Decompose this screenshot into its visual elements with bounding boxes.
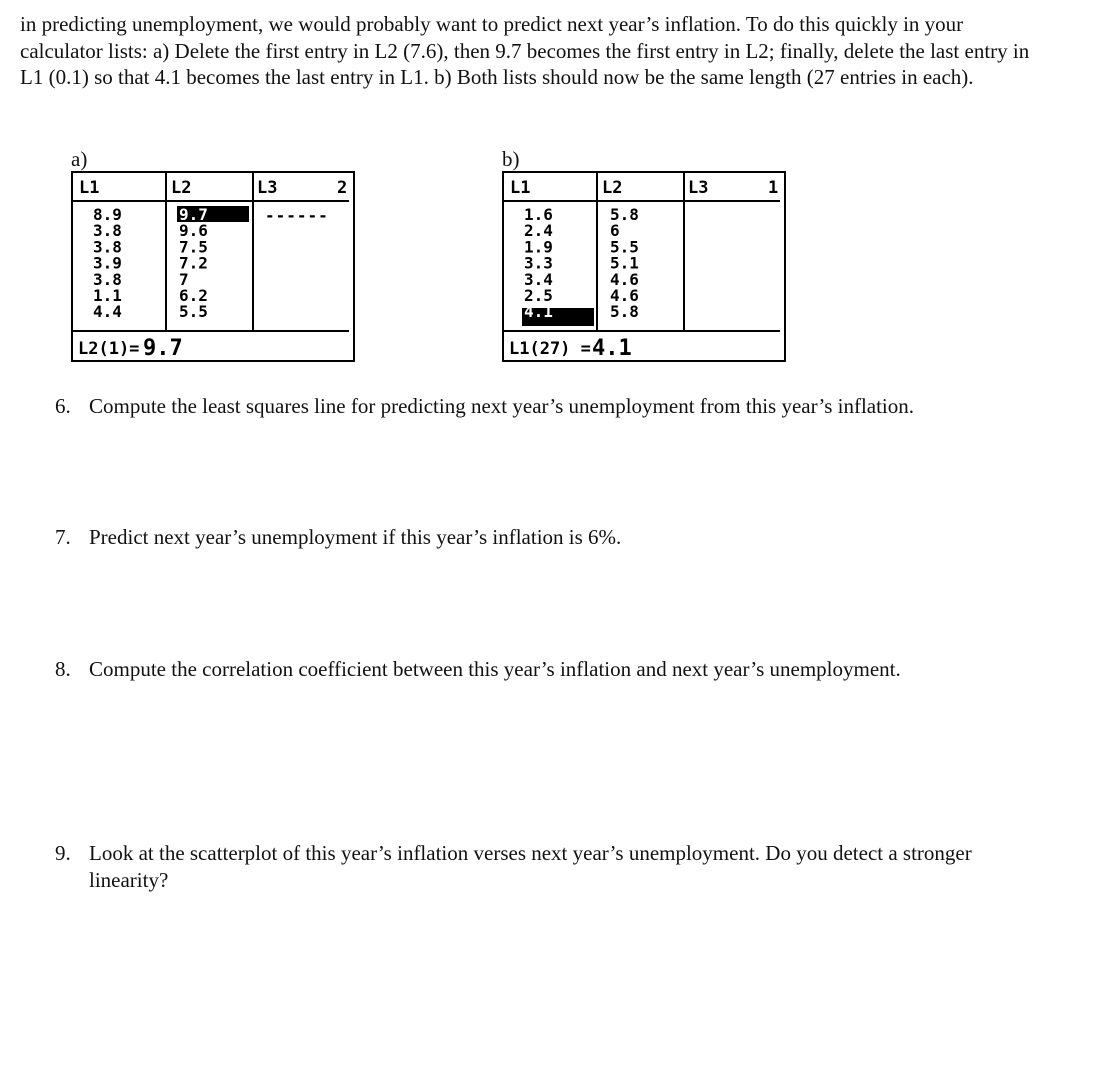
question-number: 7.	[55, 525, 71, 549]
status-prefix: L1(27) =	[509, 339, 591, 359]
list-entry: 4.6	[610, 286, 639, 305]
list-entry: 9.7	[179, 205, 208, 224]
list-entry: 8.9	[93, 205, 122, 224]
list-entry: 2.4	[524, 221, 553, 241]
list-entry: 7.5	[179, 237, 208, 257]
header-l1: L1	[79, 178, 100, 198]
calculator-screen-b	[502, 171, 786, 362]
column-l1	[524, 205, 553, 321]
list-entry: 3.3	[524, 253, 553, 273]
l3-placeholder: ------	[265, 206, 329, 225]
panel-b-label: b)	[502, 147, 520, 171]
list-entry: 2.5	[524, 286, 553, 305]
list-entry: 5.5	[179, 302, 208, 322]
list-entry: 5.8	[610, 205, 639, 224]
list-entry: 5.5	[610, 237, 639, 257]
list-entry: 5.1	[610, 253, 639, 273]
question-text: Look at the scatterplot of this year’s inflation verses next year’s unemployment. Do you detect a stronger linearity?	[89, 841, 972, 892]
list-entry: 9.6	[179, 221, 208, 241]
list-entry: 1.1	[93, 286, 122, 305]
list-entry: 7	[179, 269, 189, 289]
calculator-screen-a	[71, 171, 355, 362]
column-l1	[93, 205, 122, 321]
header-l2: L2	[602, 178, 623, 198]
header-l3: L3	[688, 178, 709, 198]
list-entry: 6	[610, 221, 620, 241]
list-entry: 4.4	[93, 302, 122, 322]
list-entry: 5.8	[610, 302, 639, 322]
header-index: 1	[768, 178, 779, 198]
panel-a-label: a)	[71, 147, 88, 171]
column-l2	[610, 205, 639, 321]
header-l1: L1	[510, 178, 531, 198]
question-text: Compute the correlation coefficient between this year’s inflation and next year’s unemployment.	[89, 657, 901, 681]
intro-paragraph: in predicting unemployment, we would probably want to predict next year’s inflation. To do this quickly in your calculator lists: a) Delete the first entry in L2 (7.6), then 9.7 becomes the first entry in L2; finally, delete the last entry in L1 (0.1) so that 4.1 becomes the last entry in L1. b) Both lists should now be the same length (27 entries in each).	[20, 12, 1030, 89]
list-entry: 1.9	[524, 237, 553, 257]
question-text: Compute the least squares line for predicting next year’s unemployment from this year’s inflation.	[89, 394, 915, 418]
list-entry: 7.2	[179, 253, 208, 273]
status-value: 4.1	[592, 336, 632, 360]
list-entry: 3.8	[93, 221, 122, 241]
list-entry: 4.1	[524, 302, 553, 322]
question-text: Predict next year’s unemployment if this year’s inflation is 6%.	[89, 525, 622, 549]
list-entry: 3.8	[93, 269, 122, 289]
calculator-display-a	[73, 173, 353, 360]
list-entry: 3.4	[524, 269, 553, 289]
status-value: 9.7	[143, 336, 183, 360]
list-entry: 3.9	[93, 253, 122, 273]
question-number: 9.	[55, 841, 71, 865]
header-l3: L3	[257, 178, 278, 198]
list-entry: 4.6	[610, 269, 639, 289]
status-prefix: L2(1)=	[78, 339, 140, 359]
question-number: 8.	[55, 657, 71, 681]
question-number: 6.	[55, 394, 71, 418]
column-l2	[179, 205, 208, 321]
list-entry: 6.2	[179, 286, 208, 305]
calculator-display-b	[504, 173, 784, 360]
header-l2: L2	[171, 178, 192, 198]
list-entry: 3.8	[93, 237, 122, 257]
list-entry: 1.6	[524, 205, 553, 224]
header-index: 2	[337, 178, 348, 198]
